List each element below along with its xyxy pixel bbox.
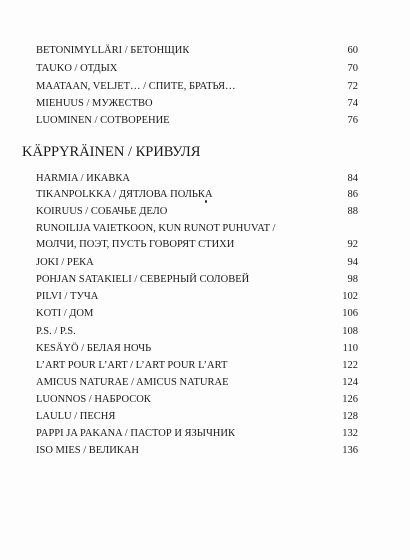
- toc-entry-page: 72: [347, 81, 358, 92]
- toc-entry-page: 84: [347, 173, 358, 184]
- toc-entry-title: KOTI / ДОМ: [36, 308, 94, 319]
- toc-entry: [36, 188, 358, 202]
- toc-entry-title: AMICUS NATURAE / AMICUS NATURAE: [36, 377, 229, 388]
- toc-entry-title: RUNOILIJA VAIETKOON, KUN RUNOT PUHUVAT /: [36, 223, 276, 234]
- toc-entry-page: 102: [342, 291, 358, 302]
- toc-entry-title: МОЛЧИ, ПОЭТ, ПУСТЬ ГОВОРЯТ СТИХИ: [36, 239, 235, 250]
- toc-entry-page: 88: [347, 206, 358, 217]
- toc-entry-title: BETONIMYLLÄRI / БЕТОНЩИК: [36, 45, 190, 56]
- toc-entry-title: KESÄYÖ / БЕЛАЯ НОЧЬ: [36, 343, 152, 354]
- toc-entry-page: 74: [347, 98, 358, 109]
- toc-entry-page: 106: [342, 308, 358, 319]
- toc-entry-title: LUONNOS / НАБРОСОК: [36, 394, 151, 405]
- toc-entry-page: 86: [347, 189, 358, 200]
- toc-entry-title: LAULU / ПЕСНЯ: [36, 411, 116, 422]
- toc-entry-page: 122: [342, 360, 358, 371]
- toc-entry-title: ISO MIES / ВЕЛИКАН: [36, 445, 139, 456]
- toc-entry-title: L’ART POUR L’ART / L’ART POUR L’ART: [36, 360, 228, 371]
- toc-entry: [36, 393, 358, 407]
- toc-entry-page: 110: [342, 343, 358, 354]
- toc-entry: [36, 410, 358, 424]
- toc-entry: [36, 114, 358, 128]
- toc-entry-title: JOKI / РЕКА: [36, 257, 94, 268]
- toc-entry-title: MAATAAN, VELJET… / СПИТЕ, БРАТЬЯ…: [36, 81, 236, 92]
- toc-entry-title: PILVI / ТУЧА: [36, 291, 99, 302]
- toc-entry-page: 94: [347, 257, 358, 268]
- toc-entry-title: TAUKO / ОТДЫХ: [36, 63, 118, 74]
- toc-entry-title: PAPPI JA PAKANA / ПАСТОР И ЯЗЫЧНИК: [36, 428, 235, 439]
- toc-entry: [36, 238, 358, 252]
- toc-entry-title: P.S. / P.S.: [36, 326, 76, 337]
- toc-entry-title: HARMIA / ИКАВКА: [36, 173, 130, 184]
- toc-entry-title: KOIRUUS / СОБАЧЬЕ ДЕЛО: [36, 206, 168, 217]
- toc-entry: [36, 62, 358, 76]
- toc-entry: [36, 427, 358, 441]
- toc-entry: [36, 97, 358, 111]
- toc-entry-page: 128: [342, 411, 358, 422]
- toc-entry-page: 124: [342, 377, 358, 388]
- toc-entry-title: MIEHUUS / МУЖЕСТВО: [36, 98, 153, 109]
- toc-entry-page: 60: [347, 45, 358, 56]
- toc-entry-page: 136: [342, 445, 358, 456]
- toc-entry-title: TIKANPOLKKA / ДЯТЛОВА ПОЛЬКА: [36, 189, 213, 200]
- toc-entry-page: 76: [347, 115, 358, 126]
- toc-entry-title: POHJAN SATAKIELI / СЕВЕРНЫЙ СОЛОВЕЙ: [36, 274, 250, 285]
- toc-entry: [36, 444, 358, 458]
- section-title: KÄPPYRÄINEN / КРИВУЛЯ: [22, 144, 201, 160]
- toc-entry-page: 92: [347, 239, 358, 250]
- toc-entry-page: 132: [342, 428, 358, 439]
- toc-entry-title: LUOMINEN / СОТВОРЕНИЕ: [36, 115, 170, 126]
- toc-entry: [36, 290, 358, 304]
- toc-entry-page: 98: [347, 274, 358, 285]
- toc-entry: [36, 376, 358, 390]
- print-speck: [205, 200, 207, 203]
- toc-entry-page: 126: [342, 394, 358, 405]
- toc-entry: [36, 256, 358, 270]
- toc-entry: [36, 307, 358, 321]
- toc-entry: [36, 205, 358, 219]
- toc-entry: [36, 44, 358, 58]
- toc-entry: [36, 342, 358, 356]
- toc-entry-page: 70: [347, 63, 358, 74]
- toc-entry-page: 108: [342, 326, 358, 337]
- toc-entry: [36, 359, 358, 373]
- toc-entry: [36, 273, 358, 287]
- toc-entry: [36, 172, 358, 186]
- toc-entry: [36, 325, 358, 339]
- toc-entry: [36, 80, 358, 94]
- toc-entry: [36, 222, 358, 236]
